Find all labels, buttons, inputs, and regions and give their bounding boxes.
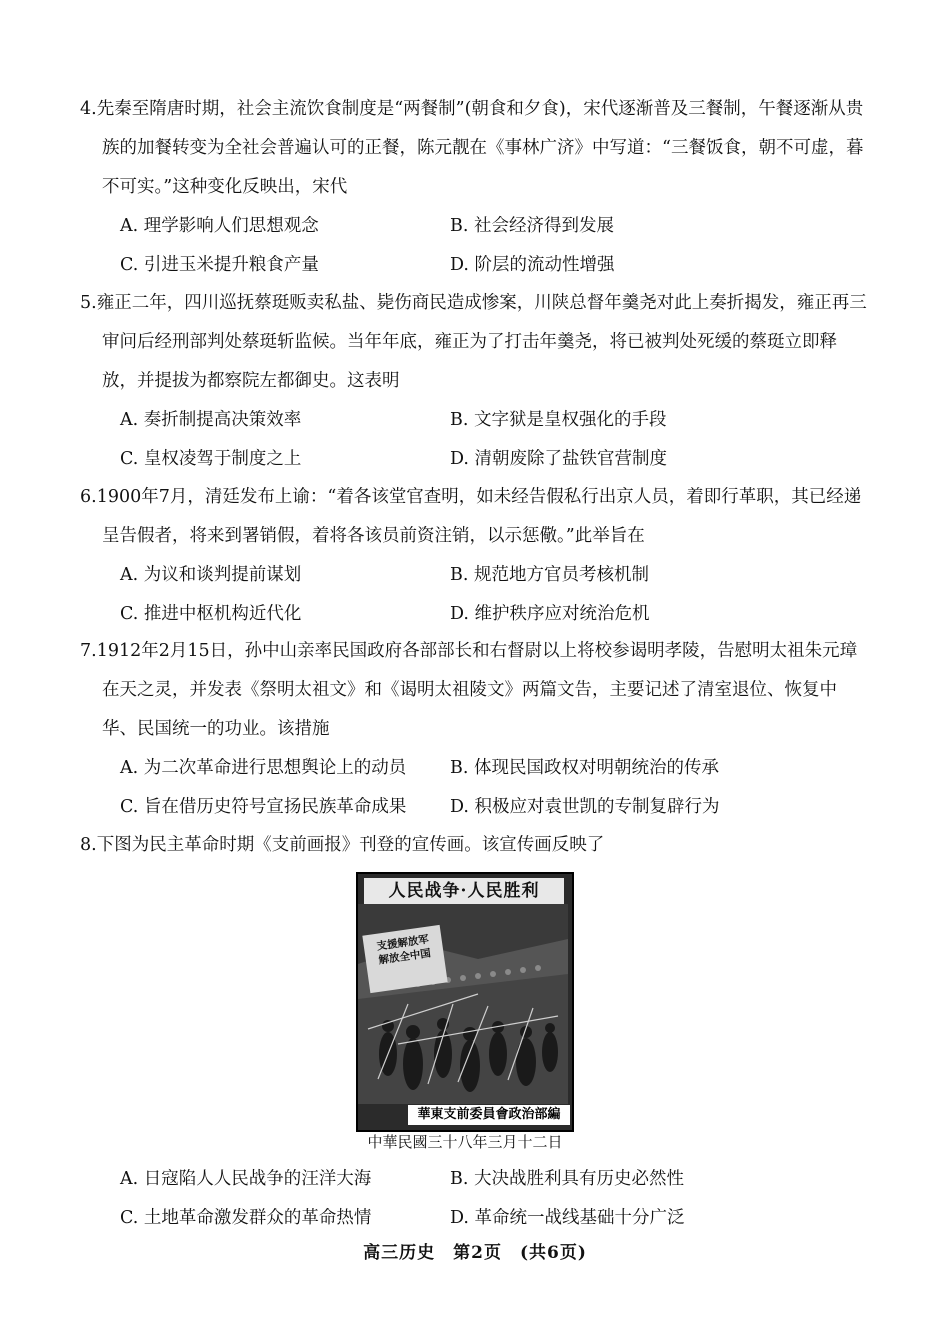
option-b: B. 社会经济得到发展: [450, 216, 614, 236]
option-a: A. 奏折制提高决策效率: [120, 410, 302, 430]
option-a: A. 理学影响人们思想观念: [120, 216, 319, 236]
poster-date: 中華民國三十八年三月十二日: [367, 1133, 563, 1151]
option-a: A. 为二次革命进行思想舆论上的动员: [120, 758, 407, 778]
option-b: B. 大决战胜利具有历史必然性: [450, 1169, 684, 1189]
question-stem: 5.雍正二年，四川巡抚蔡珽贩卖私盐、毙伤商民造成惨案，川陕总督年羹尧对此上奏折揭发，雍正再三审问后经刑部判处蔡珽斩监候。当年年底，雍正为了打击年羹尧，将已被判处死缓的蔡珽立即释放，并提拔为都察院左都御史。这表明: [80, 293, 867, 391]
question-stem: 6.1900年7月，清廷发布上谕：“着各该堂官查明，如未经告假私行出京人员，着即行革职，其已经递呈告假者，将来到署销假，着将各该员前资注销，以示惩儆。”此举旨在: [80, 487, 862, 546]
option-c: C. 土地革命激发群众的革命热情: [120, 1208, 372, 1228]
banner-line-2: 解放全中国: [377, 947, 432, 967]
question-5: [80, 284, 870, 479]
option-c: C. 旨在借历史符号宣扬民族革命成果: [120, 797, 407, 817]
question-stem: 7.1912年2月15日，孙中山亲率民国政府各部部长和右督尉以上将校参谒明孝陵，告慰明太祖朱元璋在天之灵，并发表《祭明太祖文》和《谒明太祖陵文》两篇文告，主要记述了清室退位、恢复中华、民国统一的功业。该措施: [80, 641, 858, 739]
options: [120, 1160, 870, 1238]
option-a: A. 为议和谈判提前谋划: [120, 565, 302, 585]
option-b: B. 体现民国政权对明朝统治的传承: [450, 758, 719, 778]
option-d: D. 维护秩序应对统治危机: [450, 604, 650, 624]
options: [120, 556, 870, 634]
question-8: [80, 826, 870, 865]
option-d: D. 清朝废除了盐铁官营制度: [450, 449, 668, 469]
question-4: [80, 90, 870, 285]
options: [120, 401, 870, 479]
option-d: D. 阶层的流动性增强: [450, 255, 615, 275]
question-6: [80, 478, 870, 634]
options: [120, 207, 870, 285]
option-b: B. 文字狱是皇权强化的手段: [450, 410, 667, 430]
option-c: C. 推进中枢机构近代化: [120, 604, 302, 624]
page-footer: 高三历史 第2页 (共6页): [363, 1243, 587, 1263]
option-d: D. 积极应对袁世凯的专制复辟行为: [450, 797, 720, 817]
poster-caption: 華東支前委員會政治部編: [408, 1105, 570, 1125]
option-c: C. 皇权凌驾于制度之上: [120, 449, 302, 469]
question-stem: 8.下图为民主革命时期《支前画报》刊登的宣传画。该宣传画反映了: [80, 835, 605, 855]
question-8-options: [80, 1160, 870, 1238]
option-b: B. 规范地方官员考核机制: [450, 565, 649, 585]
propaganda-poster: [356, 872, 574, 1132]
poster-title: 人民战争·人民胜利: [364, 878, 564, 904]
poster-banner: [362, 925, 447, 993]
banner-line-1: 支援解放军: [375, 933, 430, 953]
option-a: A. 日寇陷人人民战争的汪洋大海: [120, 1169, 372, 1189]
option-d: D. 革命统一战线基础十分广泛: [450, 1208, 685, 1228]
question-7: [80, 632, 870, 827]
options: [120, 749, 870, 827]
question-stem: 4.先秦至隋唐时期，社会主流饮食制度是“两餐制”(朝食和夕食)，宋代逐渐普及三餐制，午餐逐渐从贵族的加餐转变为全社会普遍认可的正餐，陈元靓在《事林广济》中写道：“三餐饭食，朝不可虚，暮不可实。”这种变化反映出，宋代: [80, 99, 864, 197]
option-c: C. 引进玉米提升粮食产量: [120, 255, 319, 275]
